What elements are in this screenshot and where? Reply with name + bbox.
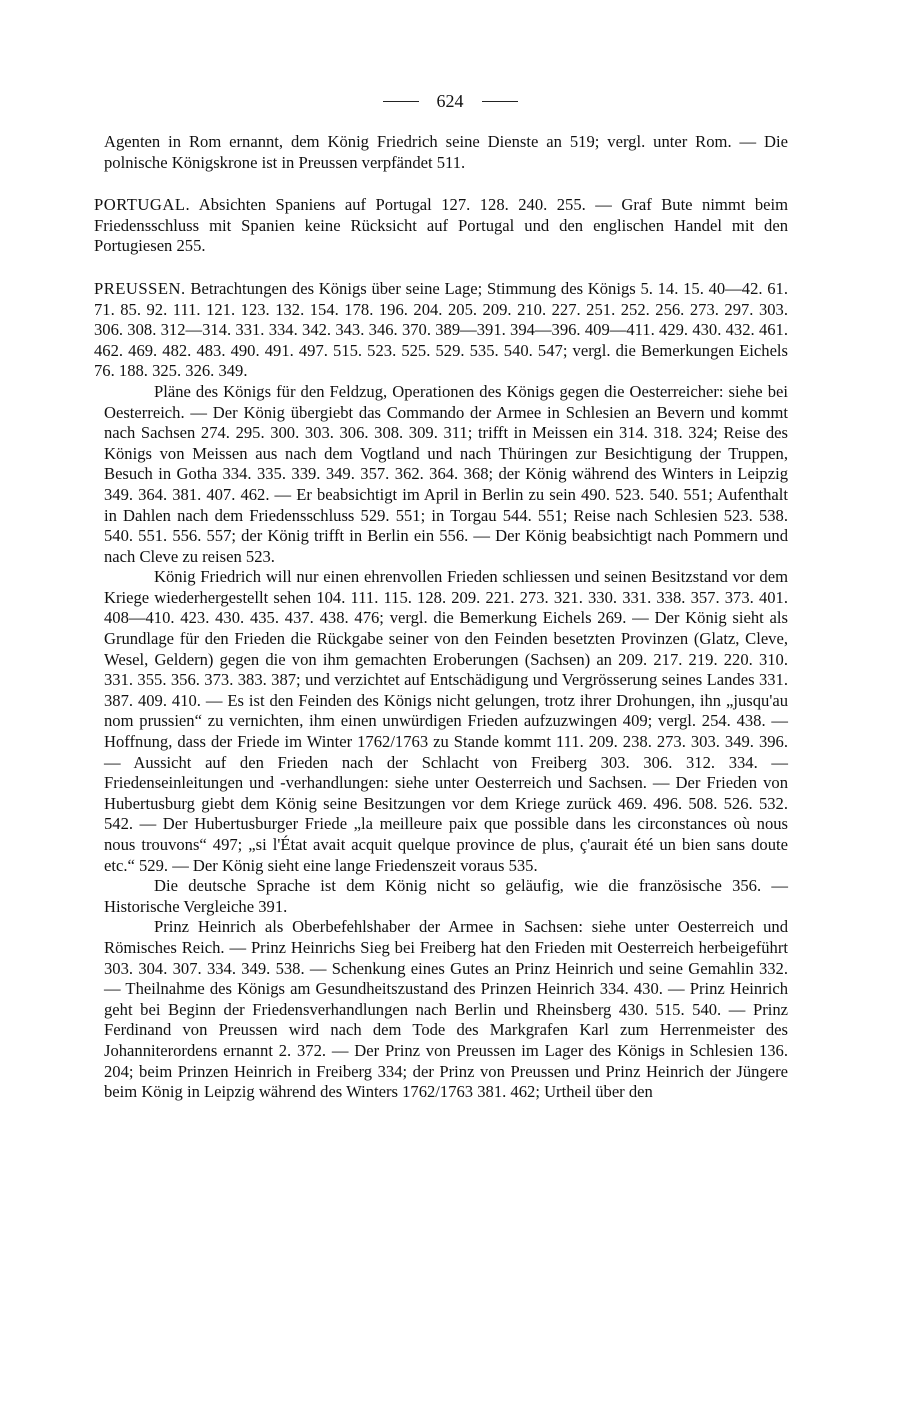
entry-paragraph bbox=[94, 195, 788, 257]
entry-paragraph: Pläne des Königs für den Feldzug, Operationen des Königs gegen die Oesterreicher: siehe bei Oesterreich. — Der König übergiebt das Commando der Armee in Schlesien an Bevern und kommt nach Sachsen 274. 295. 300. 303. 306. 308. 309. 311; trifft in Meissen ein 314. 318. 324; Reise des Königs von Meissen aus nach dem Vogtland und nach Thüringen zur Besichtigung der Truppen, Besuch in Gotha 334. 335. 339. 349. 357. 362. 364. 368; der König während des Winters in Leipzig 349. 364. 381. 407. 462. — Er beabsichtigt im April in Berlin zu sein 490. 523. 540. 551; Aufenthalt in Dahlen nach dem Friedensschluss 529. 551; in Torgau 544. 551; Reise nach Schlesien 523. 538. 540. 551. 556. 557; der König trifft in Berlin ein 556. — Der König beabsichtigt nach Pommern und nach Cleve zu reisen 523. bbox=[104, 381, 788, 566]
page-header bbox=[0, 86, 900, 116]
entry-text: Absichten Spaniens auf Portugal 127. 128. 240. 255. — Graf Bute nimmt beim Friedensschluss mit Spanien keine Rücksicht auf Portugal und den englischen Handel mit den Portugiesen 255. bbox=[94, 195, 788, 256]
page-number: 624 bbox=[436, 90, 464, 111]
entry-keyword: PORTUGAL. bbox=[94, 195, 191, 215]
entry-paragraph: Die deutsche Sprache ist dem König nicht so geläufig, wie die französische 356. — Historische Vergleiche 391. bbox=[104, 876, 788, 916]
header-rule-left bbox=[383, 101, 419, 102]
entry-portugal bbox=[94, 195, 788, 257]
entry-preussen bbox=[94, 278, 789, 1103]
index-body bbox=[94, 132, 789, 1103]
header-rule-right bbox=[482, 101, 518, 102]
entry-paragraph bbox=[94, 279, 788, 382]
entry-keyword: PREUSSEN. bbox=[94, 278, 186, 298]
entry-text: Agenten in Rom ernannt, dem König Friedrich seine Dienste an 519; vergl. unter Rom. — Die polnische Königskrone ist in Preussen verpfändet 511. bbox=[104, 132, 788, 172]
entry-paragraph: Prinz Heinrich als Oberbefehlshaber der Armee in Sachsen: siehe unter Oesterreich und Römisches Reich. — Prinz Heinrichs Sieg bei Freiberg hat den Frieden mit Oesterreich herbeigeführt 303. 304. 307. 334. 349. 538. — Schenkung eines Gutes an Prinz Heinrich und seine Gemahlin 332. — Theilnahme des Königs am Gesundheitszustand des Prinzen Heinrich 334. 430. — Prinz Heinrich geht bei Beginn der Friedensverhandlungen nach Berlin und Rheinsberg 430. 515. 540. — Prinz Ferdinand von Preussen wird nach dem Tode des Markgrafen Karl zum Herrenmeister des Johanniterordens ernannt 2. 372. — Der Prinz von Preussen im Lager des Königs in Schlesien 136. 204; beim Prinzen Heinrich in Freiberg 334; der Prinz von Preussen und Prinz Heinrich der Jüngere beim König in Leipzig während des Winters 1762/1763 381. 462; Urtheil über den bbox=[104, 917, 788, 1102]
entry-paragraph: König Friedrich will nur einen ehrenvollen Frieden schliessen und seinen Besitzstand vor dem Kriege wiederhergestellt sehen 104. 111. 115. 128. 209. 221. 273. 321. 330. 331. 338. 357. 373. 401. 408—410. 423. 430. 435. 437. 438. 476; vergl. die Bemerkung Eichels 269. — Der König sieht als Grundlage für den Frieden die Rückgabe seiner von den Feinden besetzten Provinzen (Glatz, Cleve, Wesel, Geldern) gegen die von ihm gemachten Eroberungen (Sachsen) an 209. 217. 219. 220. 310. 331. 355. 356. 373. 383. 387; und verzichtet auf Entschädigung und Vergrösserung seines Landes 331. 387. 409. 410. — Es ist den Feinden des Königs nicht gelungen, trotz ihrer Drohungen, ihn „jusqu'au nom prussien“ zu vernichten, ihm einen unwürdigen Frieden aufzuzwingen 409; vergl. 254. 438. — Hoffnung, dass der Friede im Winter 1762/1763 zu Stande kommt 111. 209. 238. 273. 303. 349. 396. — Aussicht auf den Frieden nach der Schlacht von Freiberg 303. 306. 312. 334. — Friedenseinleitungen und -verhandlungen: siehe unter Oesterreich und Sachsen. — Der Frieden von Hubertusburg giebt dem König seine Besitzungen vor dem Kriege zurück 469. 496. 508. 526. 532. 542. — Der Hubertusburger Friede „la meilleure paix que possible dans les circonstances où nous nous trouvons“ 497; „si l'État avait acquit quelque province de plus, ç'aurait été un bien sans doute etc.“ 529. — Der König sieht eine lange Friedenszeit voraus 535. bbox=[104, 567, 788, 875]
entry-text: Betrachtungen des Königs über seine Lage; Stimmung des Königs 5. 14. 15. 40—42. 61. 71. 85. 92. 111. 121. 123. 132. 154. 178. 196. 204. 205. 209. 210. 227. 251. 252. 256. 273. 297. 303. 306. 308. 312—314. 331. 334. 342. 343. 346. 370. 389—391. 394—396. 409—411. 429. 430. 432. 461. 462. 469. 482. 483. 490. 491. 497. 515. 523. 525. 529. 535. 540. 547; vergl. die Bemerkungen Eichels 76. 188. 325. 326. 349. bbox=[94, 278, 789, 381]
entry-continuation bbox=[104, 132, 788, 173]
